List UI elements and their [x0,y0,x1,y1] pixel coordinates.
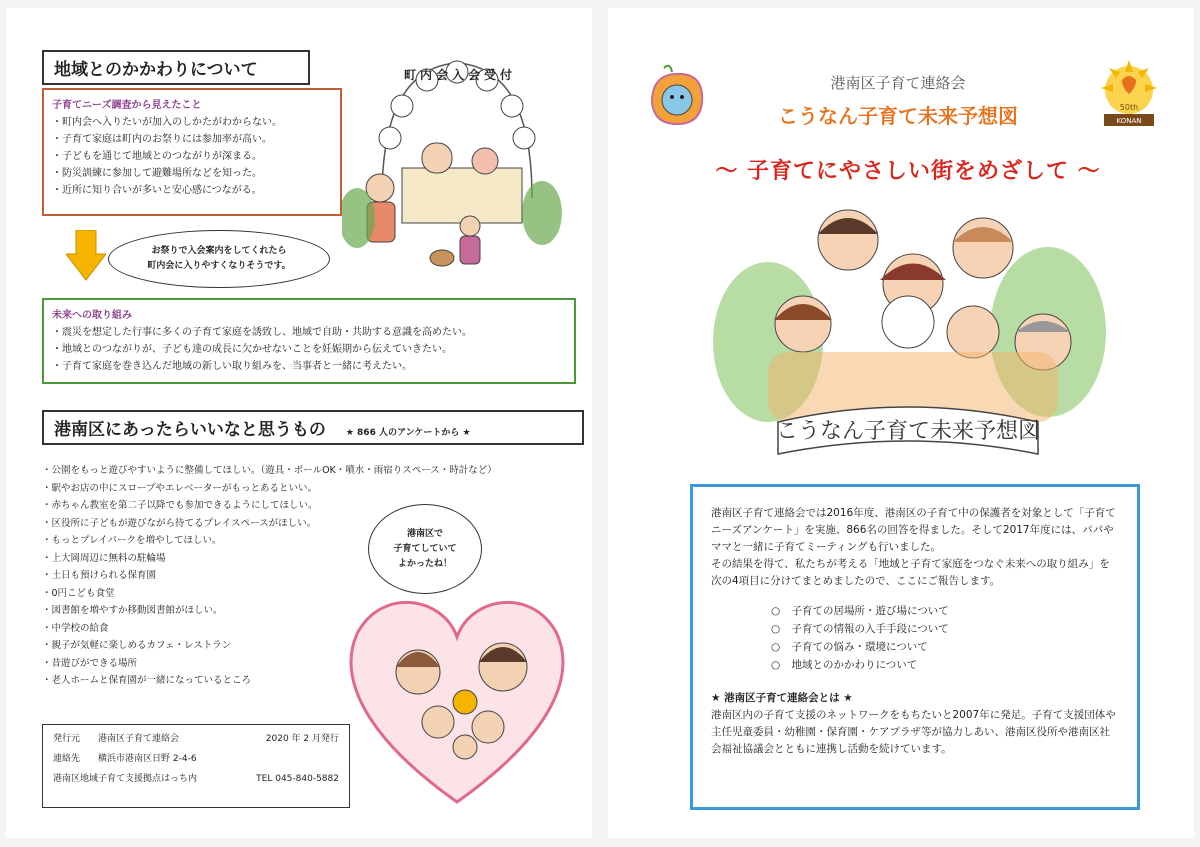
intro-info-box [690,484,1140,810]
list-item: ・ 子どもを通じて地域とのつながりが深まる。 [52,148,332,165]
brochure-title: こうなん子育て未来予想図 [778,104,1018,128]
down-arrow-icon [66,230,106,282]
heart-family-illustration [338,582,576,812]
list-item: ・ 図書館を増やすか移動図書館がほしい。 [42,602,570,620]
list-item: ・ 土日も預けられる保育園 [42,567,570,585]
telephone: TEL 045-840-5882 [256,774,339,784]
list-item: ・ もっとプレイパークを増やしてほしい。 [42,532,570,550]
speech-bubble-festival: お祭りで入会案内をしてくれたら 町内会に入りやすくなりそうです。 [108,230,330,288]
festival-booth-illustration [342,48,572,288]
about-text: 港南区内の子育て支援のネットワークをもちたいと2007年に発足。子育て支援団体や主任児童委員・幼稚園・保育園・ケアプラザ等が協力しあい、港南区役所や港南区社会福祉協議会とともに連携し活動を続けています。 [711,709,1116,755]
list-item: ○ 子育ての居場所・遊び場について [771,602,1119,620]
future-efforts-list [52,324,566,375]
list-item: ・ 震災を想定した行事に多くの子育て家庭を誘致し、地域で自助・共助する意識を高めたい。 [52,324,566,341]
needs-findings-list [52,114,332,199]
list-item: ・ 0円こども食堂 [42,585,570,603]
list-item: ・ 老人ホームと保育園が一緒になっているところ [42,672,570,690]
intro-paragraph-2: その結果を得て、私たちが考える「地域と子育て家庭をつなぐ未来への取り組み」を次の4項目に分けてまとめましたので、ここにご報告します。 [711,558,1110,587]
topics-list [771,602,1119,674]
list-item: ・ 親子が気軽に楽しめるカフェ・レストラン [42,637,570,655]
booth-sign-text: 町内会入会受付 [404,68,517,82]
publisher-info-box [42,724,350,808]
needs-findings-box [42,88,342,216]
emblem-caption: KONAN [1116,117,1142,125]
emblem-number: 50th [1119,103,1139,112]
future-efforts-box [42,298,576,384]
anniversary-emblem [1094,58,1164,130]
family-illustration [708,192,1108,482]
contact-row [53,749,339,769]
list-item: ・ 子育て家庭は町内のお祭りには参加率が高い。 [52,131,332,148]
intro-paragraph-1: 港南区子育て連絡会では2016年度、港南区の子育て中の保護者を対象として「子育てニーズアンケート」を実施、866名の回答を得ました。そして2017年度には、パパやママと一緒に子育てミーティングも行いました。 [711,507,1116,553]
banner-text: こうなん子育て未来予想図 [775,419,1041,444]
list-item: ・ 駅やお店の中にスロープやエレベーターがもっとあるといい。 [42,480,570,498]
about-heading: ★ 港南区子育て連絡会とは ★ [711,692,853,704]
section-title-wishes [42,410,584,445]
list-item: ・ 区役所に子どもが遊びながら待てるプレイスペースがほしい。 [42,515,570,533]
section-title-community: 地域とのかかわりについて [42,50,310,85]
publisher-row [53,729,339,749]
list-item: ○ 子育ての悩み・環境について [771,638,1119,656]
center-row [53,769,339,789]
list-item: ・ 近所に知り合いが多いと安心感につながる。 [52,182,332,199]
speech-bubble-heart: 港南区で 子育てしていて よかったね！ [368,504,482,594]
list-item: ・ 防災訓練に参加して避難場所などを知った。 [52,165,332,182]
list-item: ・ 地域とのつながりが、子ども達の成長に欠かせないことを妊娠期から伝えていきたい。 [52,341,566,358]
subtitle: ～ 子育てにやさしい街をめざして ～ [715,159,1101,184]
list-item: ・ 公園をもっと遊びやすいように整備してほしい。（遊具・ボールOK・噴水・雨宿りスペース・時計など） [42,462,570,480]
needs-findings-heading: 子育てニーズ調査から見えたこと [52,100,202,111]
list-item: ・ 昔遊びができる場所 [42,655,570,673]
list-item: ・ 中学校の給食 [42,620,570,638]
publisher-label: 発行元 [53,734,81,744]
wishes-title-text: 港南区にあったらいいなと思うもの [54,420,326,440]
issue-date: 2020 年 2 月発行 [265,734,339,744]
list-item: ・ 上大岡周辺に無料の駐輪場 [42,550,570,568]
contact-label: 連絡先 [53,754,81,764]
organization-name: 港南区子育て連絡会 [830,74,966,92]
publisher-name: 港南区子育て連絡会 [98,734,180,744]
mascot-logo [642,62,712,132]
list-item: ○ 地域とのかかわりについて [771,656,1119,674]
right-page [608,8,1194,838]
left-page [6,8,592,838]
address: 横浜市港南区日野 2-4-6 [98,754,197,764]
list-item: ・ 町内会へ入りたいが加入のしかたがわからない。 [52,114,332,131]
future-efforts-heading: 未来への取り組み [52,310,132,321]
center-name: 港南区地域子育て支援拠点はっち内 [53,774,198,784]
survey-note: ★ 866 人のアンケートから ★ [345,428,471,438]
list-item: ○ 子育ての情報の入手手段について [771,620,1119,638]
list-item: ・ 子育て家庭を巻き込んだ地域の新しい取り組みを、当事者と一緒に考えたい。 [52,358,566,375]
list-item: ・ 赤ちゃん教室を第二子以降でも参加できるようにしてほしい。 [42,497,570,515]
